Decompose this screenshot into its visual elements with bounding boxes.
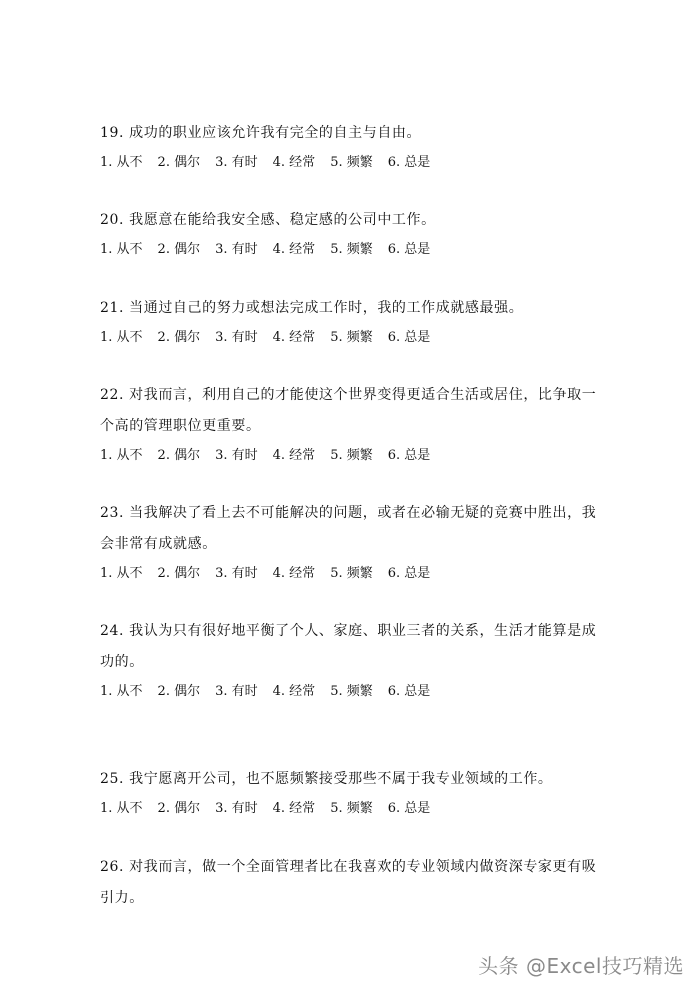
option-always[interactable]: 6. 总是 [387, 448, 431, 463]
option-sometimes[interactable]: 3. 有时 [215, 801, 258, 816]
option-always[interactable]: 6. 总是 [387, 330, 431, 345]
answer-options [100, 153, 610, 173]
question-text: 22. 对我而言，利用自己的才能使这个世界变得更适合生活或居住，比争取一个高的管理职位更重要。 [100, 387, 597, 434]
option-always[interactable]: 6. 总是 [387, 155, 431, 170]
option-often[interactable]: 4. 经常 [272, 330, 316, 345]
option-occasionally[interactable]: 2. 偶尔 [157, 242, 201, 257]
question-26 [100, 852, 610, 914]
watermark: 头条 @Excel技巧精选 [478, 954, 684, 978]
question-text: 19. 成功的职业应该允许我有完全的自主与自由。 [100, 125, 422, 141]
option-always[interactable]: 6. 总是 [387, 801, 431, 816]
answer-options [100, 240, 610, 260]
option-sometimes[interactable]: 3. 有时 [215, 242, 258, 257]
option-occasionally[interactable]: 2. 偶尔 [157, 448, 201, 463]
option-frequently[interactable]: 5. 频繁 [330, 242, 373, 257]
option-frequently[interactable]: 5. 频繁 [330, 448, 373, 463]
question-21 [100, 293, 610, 348]
question-text: 23. 当我解决了看上去不可能解决的问题，或者在必输无疑的竞赛中胜出，我会非常有成就感。 [100, 505, 597, 552]
option-never[interactable]: 1. 从不 [100, 155, 143, 170]
answer-options [100, 328, 610, 348]
option-sometimes[interactable]: 3. 有时 [215, 684, 258, 699]
option-never[interactable]: 1. 从不 [100, 330, 143, 345]
option-sometimes[interactable]: 3. 有时 [215, 155, 258, 170]
option-occasionally[interactable]: 2. 偶尔 [157, 330, 201, 345]
question-text: 25. 我宁愿离开公司，也不愿频繁接受那些不属于我专业领域的工作。 [100, 771, 553, 787]
question-24 [100, 616, 610, 702]
option-occasionally[interactable]: 2. 偶尔 [157, 566, 201, 581]
option-frequently[interactable]: 5. 频繁 [330, 801, 373, 816]
option-often[interactable]: 4. 经常 [272, 448, 316, 463]
option-never[interactable]: 1. 从不 [100, 566, 143, 581]
answer-options [100, 446, 610, 466]
option-often[interactable]: 4. 经常 [272, 242, 316, 257]
option-sometimes[interactable]: 3. 有时 [215, 330, 258, 345]
option-occasionally[interactable]: 2. 偶尔 [157, 801, 201, 816]
option-never[interactable]: 1. 从不 [100, 684, 143, 699]
option-often[interactable]: 4. 经常 [272, 801, 316, 816]
option-frequently[interactable]: 5. 频繁 [330, 155, 373, 170]
option-often[interactable]: 4. 经常 [272, 566, 316, 581]
question-19 [100, 118, 610, 173]
option-never[interactable]: 1. 从不 [100, 801, 143, 816]
option-never[interactable]: 1. 从不 [100, 448, 143, 463]
answer-options [100, 682, 610, 702]
option-always[interactable]: 6. 总是 [387, 684, 431, 699]
option-sometimes[interactable]: 3. 有时 [215, 566, 258, 581]
answer-options [100, 799, 610, 819]
question-20 [100, 205, 610, 260]
option-occasionally[interactable]: 2. 偶尔 [157, 684, 201, 699]
question-text: 26. 对我而言，做一个全面管理者比在我喜欢的专业领域内做资深专家更有吸引力。 [100, 859, 597, 906]
option-often[interactable]: 4. 经常 [272, 155, 316, 170]
option-always[interactable]: 6. 总是 [387, 566, 431, 581]
option-sometimes[interactable]: 3. 有时 [215, 448, 258, 463]
question-text: 21. 当通过自己的努力或想法完成工作时，我的工作成就感最强。 [100, 300, 524, 316]
question-text: 20. 我愿意在能给我安全感、稳定感的公司中工作。 [100, 212, 436, 228]
option-often[interactable]: 4. 经常 [272, 684, 316, 699]
question-25 [100, 764, 610, 819]
answer-options [100, 564, 610, 584]
option-never[interactable]: 1. 从不 [100, 242, 143, 257]
question-text: 24. 我认为只有很好地平衡了个人、家庭、职业三者的关系，生活才能算是成功的。 [100, 623, 597, 670]
option-frequently[interactable]: 5. 频繁 [330, 330, 373, 345]
option-frequently[interactable]: 5. 频繁 [330, 566, 373, 581]
question-22 [100, 380, 610, 466]
option-frequently[interactable]: 5. 频繁 [330, 684, 373, 699]
question-23 [100, 498, 610, 584]
option-always[interactable]: 6. 总是 [387, 242, 431, 257]
option-occasionally[interactable]: 2. 偶尔 [157, 155, 201, 170]
